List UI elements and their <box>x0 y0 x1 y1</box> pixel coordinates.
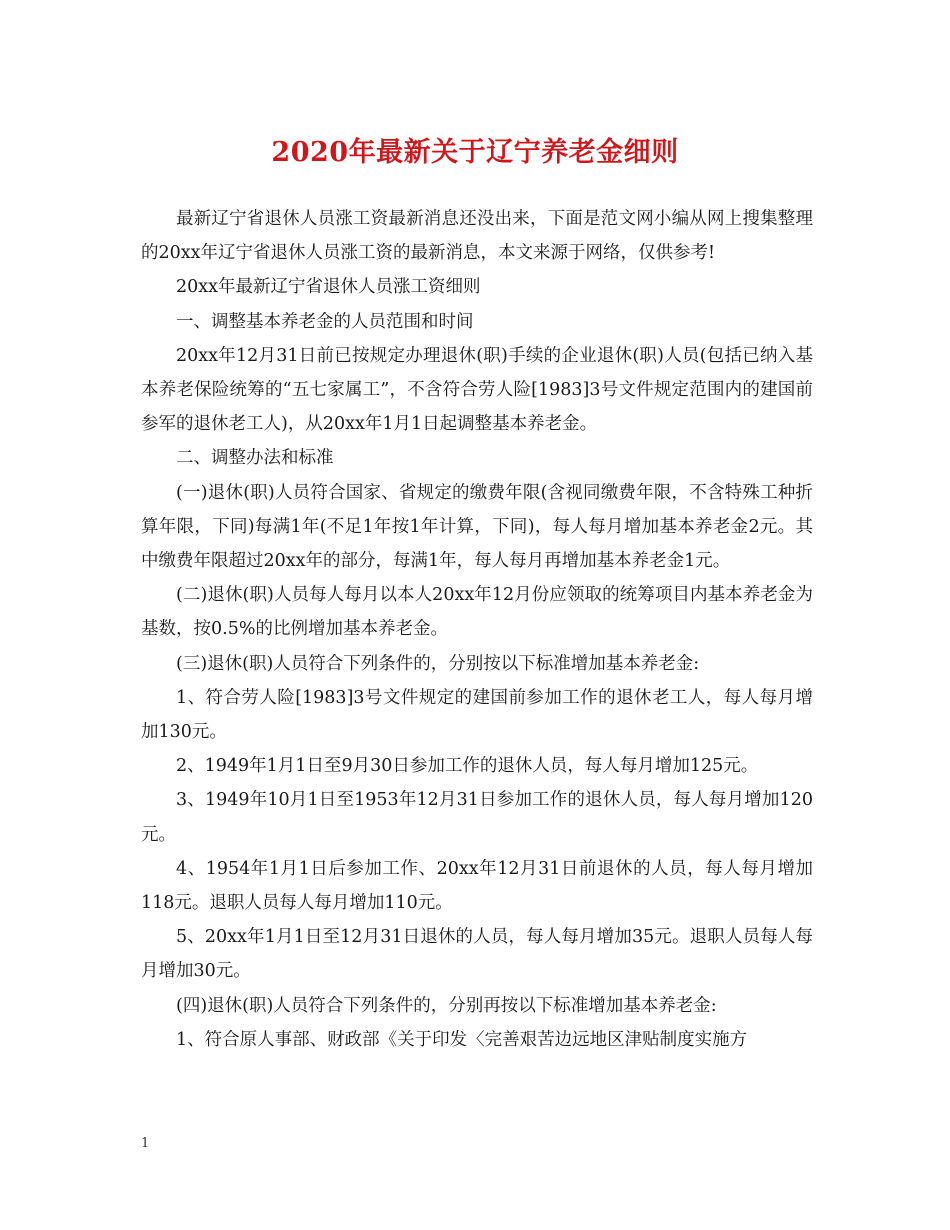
list-item: 4、1954年1月1日后参加工作、20xx年12月31日前退休的人员，每人每月增加118元。退职人员每人每月增加110元。 <box>141 858 813 914</box>
list-item: 1、符合原人事部、财政部《关于印发〈完善艰苦边远地区津贴制度实施方 <box>176 1029 748 1050</box>
paragraph: (二)退休(职)人员每人每月以本人20xx年12月份应领取的统筹项目内基本养老金为基数，按0.5%的比例增加基本养老金。 <box>141 585 813 640</box>
list-item: 1、符合劳人险[1983]3号文件规定的建国前参加工作的退休老工人，每人每月增加130元。 <box>141 687 813 743</box>
list-item: 3、1949年10月1日至1953年12月31日参加工作的退休人员，每人每月增加120元。 <box>141 790 813 845</box>
paragraph: 最新辽宁省退休人员涨工资最新消息还没出来，下面是范文网小编从网上搜集整理的20xx年辽宁省退休人员涨工资的最新消息，本文来源于网络，仅供参考! <box>141 209 813 264</box>
document-body <box>141 202 813 1057</box>
list-item: 5、20xx年1月1日至12月31日退休的人员，每人每月增加35元。退职人员每人每月增加30元。 <box>141 927 813 982</box>
document-title: 2020年最新关于辽宁养老金细则 <box>271 137 679 168</box>
paragraph: 20xx年最新辽宁省退休人员涨工资细则 <box>176 277 481 298</box>
section-heading: 二、调整办法和标准 <box>176 448 334 469</box>
paragraph: (四)退休(职)人员符合下列条件的，分别再按以下标准增加基本养老金: <box>176 995 717 1016</box>
section-heading: 一、调整基本养老金的人员范围和时间 <box>176 311 474 332</box>
paragraph: (一)退休(职)人员符合国家、省规定的缴费年限(含视同缴费年限，不含特殊工种折算年限，下同)每满1年(不足1年按1年计算，下同)，每人每月增加基本养老金2元。其中缴费年限超过20xx年的部分，每满1年，每人每月再增加基本养老金1元。 <box>141 482 813 572</box>
page-number: 1 <box>141 1136 150 1151</box>
paragraph: 20xx年12月31日前已按规定办理退休(职)手续的企业退休(职)人员(包括已纳入基本养老保险统筹的“五七家属工”，不含符合劳人险[1983]3号文件规定范围内的建国前参军的退休老工人)，从20xx年1月1日起调整基本养老金。 <box>141 345 813 435</box>
paragraph: (三)退休(职)人员符合下列条件的，分别按以下标准增加基本养老金: <box>176 653 700 674</box>
list-item: 2、1949年1月1日至9月30日参加工作的退休人员，每人每月增加125元。 <box>176 756 759 777</box>
